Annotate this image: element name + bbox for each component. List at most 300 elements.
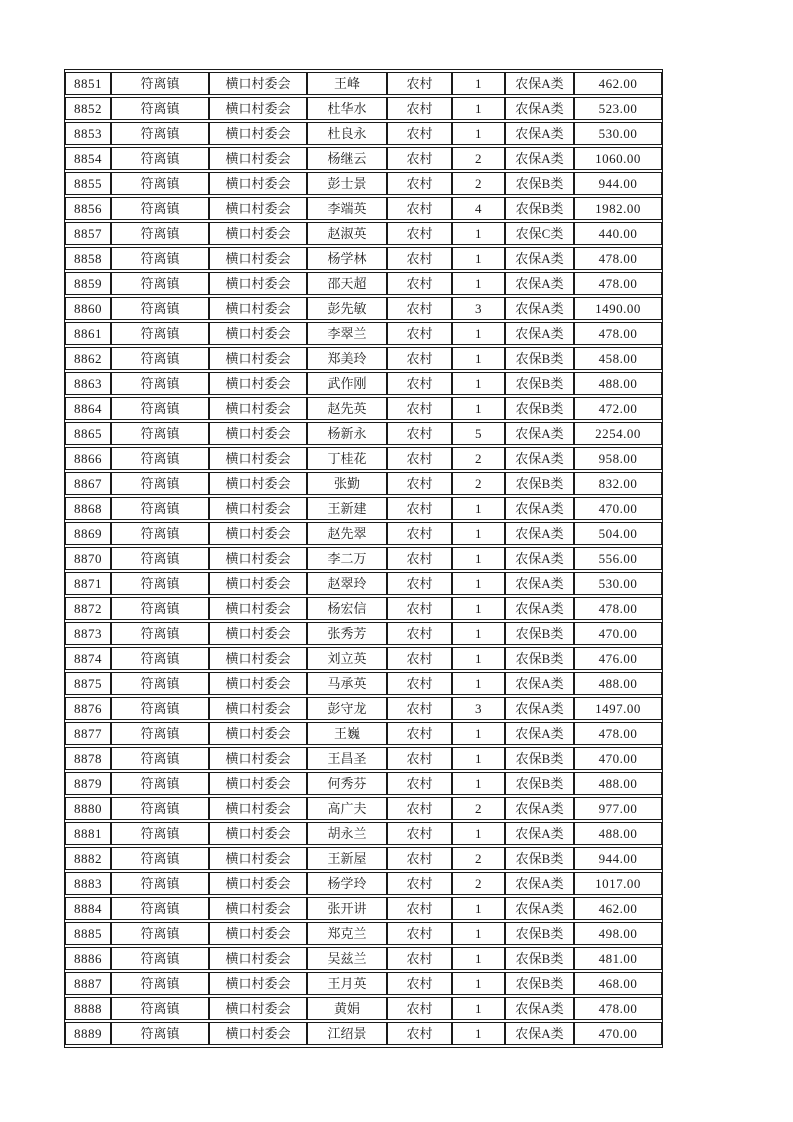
cell-town: 符离镇 bbox=[111, 697, 209, 720]
cell-residence: 农村 bbox=[387, 222, 452, 245]
table-row bbox=[65, 447, 662, 470]
cell-name: 张开讲 bbox=[307, 897, 387, 920]
cell-serial: 8859 bbox=[65, 272, 111, 295]
table-row bbox=[65, 772, 662, 795]
cell-village: 横口村委会 bbox=[209, 847, 307, 870]
cell-name: 彭守龙 bbox=[307, 697, 387, 720]
cell-count: 1 bbox=[452, 547, 505, 570]
cell-town: 符离镇 bbox=[111, 422, 209, 445]
cell-name: 李端英 bbox=[307, 197, 387, 220]
cell-residence: 农村 bbox=[387, 622, 452, 645]
cell-town: 符离镇 bbox=[111, 1022, 209, 1045]
table-row bbox=[65, 872, 662, 895]
cell-amount: 478.00 bbox=[574, 247, 662, 270]
cell-amount: 472.00 bbox=[574, 397, 662, 420]
cell-count: 3 bbox=[452, 697, 505, 720]
cell-amount: 504.00 bbox=[574, 522, 662, 545]
cell-town: 符离镇 bbox=[111, 172, 209, 195]
cell-count: 1 bbox=[452, 222, 505, 245]
cell-town: 符离镇 bbox=[111, 547, 209, 570]
table-row bbox=[65, 1022, 662, 1045]
cell-name: 杨继云 bbox=[307, 147, 387, 170]
cell-village: 横口村委会 bbox=[209, 122, 307, 145]
cell-village: 横口村委会 bbox=[209, 722, 307, 745]
table-row bbox=[65, 572, 662, 595]
cell-count: 1 bbox=[452, 647, 505, 670]
table-row bbox=[65, 647, 662, 670]
cell-town: 符离镇 bbox=[111, 922, 209, 945]
cell-amount: 470.00 bbox=[574, 747, 662, 770]
cell-name: 王峰 bbox=[307, 72, 387, 95]
cell-residence: 农村 bbox=[387, 997, 452, 1020]
cell-name: 郑克兰 bbox=[307, 922, 387, 945]
cell-name: 李二万 bbox=[307, 547, 387, 570]
cell-village: 横口村委会 bbox=[209, 372, 307, 395]
cell-category: 农保A类 bbox=[505, 522, 574, 545]
cell-category: 农保A类 bbox=[505, 697, 574, 720]
cell-town: 符离镇 bbox=[111, 797, 209, 820]
cell-town: 符离镇 bbox=[111, 972, 209, 995]
table-row bbox=[65, 72, 662, 95]
cell-residence: 农村 bbox=[387, 472, 452, 495]
cell-residence: 农村 bbox=[387, 322, 452, 345]
cell-count: 1 bbox=[452, 72, 505, 95]
cell-name: 何秀芬 bbox=[307, 772, 387, 795]
cell-village: 横口村委会 bbox=[209, 347, 307, 370]
table-row bbox=[65, 247, 662, 270]
table-row bbox=[65, 722, 662, 745]
cell-residence: 农村 bbox=[387, 897, 452, 920]
cell-count: 1 bbox=[452, 497, 505, 520]
cell-amount: 1490.00 bbox=[574, 297, 662, 320]
table-row bbox=[65, 622, 662, 645]
table-row bbox=[65, 122, 662, 145]
table-row bbox=[65, 522, 662, 545]
cell-serial: 8885 bbox=[65, 922, 111, 945]
cell-name: 丁桂花 bbox=[307, 447, 387, 470]
table-row bbox=[65, 672, 662, 695]
cell-town: 符离镇 bbox=[111, 997, 209, 1020]
cell-serial: 8854 bbox=[65, 147, 111, 170]
cell-category: 农保A类 bbox=[505, 322, 574, 345]
cell-residence: 农村 bbox=[387, 947, 452, 970]
table-row bbox=[65, 997, 662, 1020]
cell-serial: 8857 bbox=[65, 222, 111, 245]
cell-count: 1 bbox=[452, 322, 505, 345]
cell-count: 2 bbox=[452, 847, 505, 870]
table-row bbox=[65, 397, 662, 420]
cell-count: 2 bbox=[452, 447, 505, 470]
cell-count: 1 bbox=[452, 722, 505, 745]
cell-village: 横口村委会 bbox=[209, 622, 307, 645]
cell-village: 横口村委会 bbox=[209, 147, 307, 170]
cell-category: 农保B类 bbox=[505, 472, 574, 495]
cell-town: 符离镇 bbox=[111, 722, 209, 745]
cell-category: 农保C类 bbox=[505, 222, 574, 245]
cell-amount: 523.00 bbox=[574, 97, 662, 120]
table-row bbox=[65, 922, 662, 945]
cell-count: 5 bbox=[452, 422, 505, 445]
cell-amount: 478.00 bbox=[574, 997, 662, 1020]
cell-amount: 1497.00 bbox=[574, 697, 662, 720]
cell-residence: 农村 bbox=[387, 972, 452, 995]
cell-serial: 8884 bbox=[65, 897, 111, 920]
cell-village: 横口村委会 bbox=[209, 797, 307, 820]
cell-category: 农保A类 bbox=[505, 447, 574, 470]
cell-amount: 1982.00 bbox=[574, 197, 662, 220]
table-row bbox=[65, 897, 662, 920]
cell-name: 杜良永 bbox=[307, 122, 387, 145]
cell-name: 杨宏信 bbox=[307, 597, 387, 620]
cell-residence: 农村 bbox=[387, 547, 452, 570]
cell-town: 符离镇 bbox=[111, 522, 209, 545]
cell-village: 横口村委会 bbox=[209, 222, 307, 245]
cell-category: 农保B类 bbox=[505, 372, 574, 395]
cell-residence: 农村 bbox=[387, 772, 452, 795]
table-row bbox=[65, 697, 662, 720]
cell-name: 张秀芳 bbox=[307, 622, 387, 645]
cell-serial: 8870 bbox=[65, 547, 111, 570]
cell-category: 农保B类 bbox=[505, 622, 574, 645]
cell-category: 农保B类 bbox=[505, 347, 574, 370]
table-row bbox=[65, 197, 662, 220]
cell-count: 3 bbox=[452, 297, 505, 320]
cell-residence: 农村 bbox=[387, 922, 452, 945]
table-row bbox=[65, 372, 662, 395]
cell-amount: 488.00 bbox=[574, 822, 662, 845]
cell-town: 符离镇 bbox=[111, 297, 209, 320]
cell-serial: 8865 bbox=[65, 422, 111, 445]
cell-residence: 农村 bbox=[387, 747, 452, 770]
payment-table bbox=[64, 69, 663, 1048]
cell-residence: 农村 bbox=[387, 497, 452, 520]
cell-residence: 农村 bbox=[387, 797, 452, 820]
cell-category: 农保B类 bbox=[505, 772, 574, 795]
cell-village: 横口村委会 bbox=[209, 522, 307, 545]
cell-amount: 1060.00 bbox=[574, 147, 662, 170]
cell-amount: 478.00 bbox=[574, 597, 662, 620]
cell-name: 王昌圣 bbox=[307, 747, 387, 770]
cell-category: 农保A类 bbox=[505, 1022, 574, 1045]
cell-amount: 470.00 bbox=[574, 497, 662, 520]
cell-name: 赵翠玲 bbox=[307, 572, 387, 595]
cell-residence: 农村 bbox=[387, 197, 452, 220]
cell-town: 符离镇 bbox=[111, 747, 209, 770]
cell-town: 符离镇 bbox=[111, 347, 209, 370]
cell-name: 彭先敏 bbox=[307, 297, 387, 320]
cell-count: 1 bbox=[452, 747, 505, 770]
cell-category: 农保A类 bbox=[505, 97, 574, 120]
cell-name: 杨学林 bbox=[307, 247, 387, 270]
cell-village: 横口村委会 bbox=[209, 422, 307, 445]
table-row bbox=[65, 272, 662, 295]
cell-residence: 农村 bbox=[387, 572, 452, 595]
cell-amount: 530.00 bbox=[574, 122, 662, 145]
cell-amount: 478.00 bbox=[574, 322, 662, 345]
cell-name: 张勤 bbox=[307, 472, 387, 495]
cell-town: 符离镇 bbox=[111, 472, 209, 495]
cell-town: 符离镇 bbox=[111, 322, 209, 345]
cell-village: 横口村委会 bbox=[209, 997, 307, 1020]
cell-count: 1 bbox=[452, 997, 505, 1020]
table-row bbox=[65, 222, 662, 245]
cell-category: 农保A类 bbox=[505, 997, 574, 1020]
cell-count: 1 bbox=[452, 372, 505, 395]
cell-count: 2 bbox=[452, 797, 505, 820]
cell-residence: 农村 bbox=[387, 522, 452, 545]
cell-residence: 农村 bbox=[387, 272, 452, 295]
cell-residence: 农村 bbox=[387, 172, 452, 195]
table-row bbox=[65, 797, 662, 820]
cell-serial: 8856 bbox=[65, 197, 111, 220]
cell-category: 农保B类 bbox=[505, 647, 574, 670]
cell-serial: 8851 bbox=[65, 72, 111, 95]
cell-name: 杨新永 bbox=[307, 422, 387, 445]
cell-serial: 8877 bbox=[65, 722, 111, 745]
cell-category: 农保A类 bbox=[505, 597, 574, 620]
table-row bbox=[65, 147, 662, 170]
cell-amount: 462.00 bbox=[574, 897, 662, 920]
table-row bbox=[65, 747, 662, 770]
cell-residence: 农村 bbox=[387, 372, 452, 395]
cell-name: 王月英 bbox=[307, 972, 387, 995]
cell-residence: 农村 bbox=[387, 722, 452, 745]
cell-category: 农保A类 bbox=[505, 572, 574, 595]
cell-name: 吴兹兰 bbox=[307, 947, 387, 970]
cell-town: 符离镇 bbox=[111, 197, 209, 220]
cell-village: 横口村委会 bbox=[209, 922, 307, 945]
cell-town: 符离镇 bbox=[111, 597, 209, 620]
cell-village: 横口村委会 bbox=[209, 672, 307, 695]
cell-village: 横口村委会 bbox=[209, 272, 307, 295]
table-row bbox=[65, 97, 662, 120]
cell-name: 赵先英 bbox=[307, 397, 387, 420]
cell-category: 农保A类 bbox=[505, 122, 574, 145]
cell-name: 马承英 bbox=[307, 672, 387, 695]
cell-serial: 8886 bbox=[65, 947, 111, 970]
cell-town: 符离镇 bbox=[111, 97, 209, 120]
table-row bbox=[65, 822, 662, 845]
cell-village: 横口村委会 bbox=[209, 572, 307, 595]
cell-serial: 8872 bbox=[65, 597, 111, 620]
cell-count: 1 bbox=[452, 122, 505, 145]
cell-amount: 832.00 bbox=[574, 472, 662, 495]
cell-town: 符离镇 bbox=[111, 622, 209, 645]
cell-category: 农保A类 bbox=[505, 872, 574, 895]
cell-count: 1 bbox=[452, 922, 505, 945]
cell-serial: 8855 bbox=[65, 172, 111, 195]
cell-category: 农保B类 bbox=[505, 947, 574, 970]
table-row bbox=[65, 472, 662, 495]
cell-town: 符离镇 bbox=[111, 772, 209, 795]
cell-count: 1 bbox=[452, 597, 505, 620]
cell-amount: 958.00 bbox=[574, 447, 662, 470]
cell-village: 横口村委会 bbox=[209, 772, 307, 795]
cell-residence: 农村 bbox=[387, 422, 452, 445]
cell-name: 王新屋 bbox=[307, 847, 387, 870]
cell-serial: 8874 bbox=[65, 647, 111, 670]
cell-village: 横口村委会 bbox=[209, 547, 307, 570]
cell-name: 杨学玲 bbox=[307, 872, 387, 895]
cell-amount: 470.00 bbox=[574, 1022, 662, 1045]
cell-serial: 8879 bbox=[65, 772, 111, 795]
cell-category: 农保B类 bbox=[505, 397, 574, 420]
cell-category: 农保A类 bbox=[505, 422, 574, 445]
cell-residence: 农村 bbox=[387, 672, 452, 695]
cell-count: 1 bbox=[452, 672, 505, 695]
cell-category: 农保A类 bbox=[505, 672, 574, 695]
cell-town: 符离镇 bbox=[111, 222, 209, 245]
cell-residence: 农村 bbox=[387, 297, 452, 320]
cell-amount: 481.00 bbox=[574, 947, 662, 970]
cell-residence: 农村 bbox=[387, 1022, 452, 1045]
cell-count: 1 bbox=[452, 947, 505, 970]
cell-name: 邵天超 bbox=[307, 272, 387, 295]
table-row bbox=[65, 497, 662, 520]
cell-category: 农保A类 bbox=[505, 722, 574, 745]
cell-amount: 498.00 bbox=[574, 922, 662, 945]
cell-count: 1 bbox=[452, 1022, 505, 1045]
cell-amount: 468.00 bbox=[574, 972, 662, 995]
cell-category: 农保B类 bbox=[505, 197, 574, 220]
cell-town: 符离镇 bbox=[111, 572, 209, 595]
cell-amount: 478.00 bbox=[574, 722, 662, 745]
cell-amount: 440.00 bbox=[574, 222, 662, 245]
table-row bbox=[65, 547, 662, 570]
table-row bbox=[65, 847, 662, 870]
cell-serial: 8882 bbox=[65, 847, 111, 870]
cell-town: 符离镇 bbox=[111, 822, 209, 845]
cell-town: 符离镇 bbox=[111, 122, 209, 145]
cell-category: 农保A类 bbox=[505, 297, 574, 320]
cell-name: 王巍 bbox=[307, 722, 387, 745]
cell-serial: 8878 bbox=[65, 747, 111, 770]
cell-serial: 8864 bbox=[65, 397, 111, 420]
cell-village: 横口村委会 bbox=[209, 472, 307, 495]
cell-amount: 462.00 bbox=[574, 72, 662, 95]
cell-name: 彭士景 bbox=[307, 172, 387, 195]
cell-category: 农保B类 bbox=[505, 172, 574, 195]
cell-category: 农保A类 bbox=[505, 72, 574, 95]
cell-serial: 8889 bbox=[65, 1022, 111, 1045]
cell-residence: 农村 bbox=[387, 397, 452, 420]
cell-count: 1 bbox=[452, 572, 505, 595]
cell-town: 符离镇 bbox=[111, 497, 209, 520]
cell-name: 赵淑英 bbox=[307, 222, 387, 245]
cell-town: 符离镇 bbox=[111, 272, 209, 295]
cell-village: 横口村委会 bbox=[209, 947, 307, 970]
cell-amount: 488.00 bbox=[574, 772, 662, 795]
cell-serial: 8858 bbox=[65, 247, 111, 270]
cell-village: 横口村委会 bbox=[209, 397, 307, 420]
cell-count: 4 bbox=[452, 197, 505, 220]
cell-serial: 8880 bbox=[65, 797, 111, 820]
cell-serial: 8852 bbox=[65, 97, 111, 120]
cell-category: 农保A类 bbox=[505, 797, 574, 820]
cell-village: 横口村委会 bbox=[209, 247, 307, 270]
cell-name: 郑美玲 bbox=[307, 347, 387, 370]
cell-residence: 农村 bbox=[387, 247, 452, 270]
cell-name: 胡永兰 bbox=[307, 822, 387, 845]
cell-category: 农保B类 bbox=[505, 972, 574, 995]
table-row bbox=[65, 322, 662, 345]
cell-amount: 944.00 bbox=[574, 172, 662, 195]
cell-category: 农保A类 bbox=[505, 547, 574, 570]
cell-count: 2 bbox=[452, 472, 505, 495]
cell-serial: 8883 bbox=[65, 872, 111, 895]
cell-village: 横口村委会 bbox=[209, 1022, 307, 1045]
cell-amount: 488.00 bbox=[574, 372, 662, 395]
cell-village: 横口村委会 bbox=[209, 172, 307, 195]
cell-serial: 8888 bbox=[65, 997, 111, 1020]
cell-amount: 944.00 bbox=[574, 847, 662, 870]
cell-category: 农保A类 bbox=[505, 822, 574, 845]
cell-village: 横口村委会 bbox=[209, 322, 307, 345]
cell-village: 横口村委会 bbox=[209, 972, 307, 995]
cell-town: 符离镇 bbox=[111, 847, 209, 870]
cell-village: 横口村委会 bbox=[209, 647, 307, 670]
cell-name: 黄娟 bbox=[307, 997, 387, 1020]
cell-serial: 8862 bbox=[65, 347, 111, 370]
cell-count: 1 bbox=[452, 897, 505, 920]
table-body bbox=[65, 72, 662, 1045]
cell-category: 农保B类 bbox=[505, 847, 574, 870]
cell-count: 1 bbox=[452, 522, 505, 545]
cell-name: 高广夫 bbox=[307, 797, 387, 820]
cell-count: 1 bbox=[452, 272, 505, 295]
cell-town: 符离镇 bbox=[111, 872, 209, 895]
table-row bbox=[65, 347, 662, 370]
cell-town: 符离镇 bbox=[111, 397, 209, 420]
cell-residence: 农村 bbox=[387, 697, 452, 720]
cell-category: 农保A类 bbox=[505, 147, 574, 170]
cell-town: 符离镇 bbox=[111, 147, 209, 170]
cell-serial: 8875 bbox=[65, 672, 111, 695]
cell-category: 农保B类 bbox=[505, 747, 574, 770]
cell-category: 农保A类 bbox=[505, 247, 574, 270]
cell-count: 2 bbox=[452, 147, 505, 170]
cell-name: 杜华水 bbox=[307, 97, 387, 120]
cell-name: 刘立英 bbox=[307, 647, 387, 670]
cell-amount: 977.00 bbox=[574, 797, 662, 820]
cell-count: 1 bbox=[452, 972, 505, 995]
cell-village: 横口村委会 bbox=[209, 872, 307, 895]
cell-serial: 8861 bbox=[65, 322, 111, 345]
cell-serial: 8866 bbox=[65, 447, 111, 470]
cell-amount: 478.00 bbox=[574, 272, 662, 295]
cell-town: 符离镇 bbox=[111, 447, 209, 470]
cell-residence: 农村 bbox=[387, 122, 452, 145]
cell-amount: 1017.00 bbox=[574, 872, 662, 895]
cell-town: 符离镇 bbox=[111, 672, 209, 695]
cell-count: 1 bbox=[452, 397, 505, 420]
cell-residence: 农村 bbox=[387, 447, 452, 470]
cell-residence: 农村 bbox=[387, 872, 452, 895]
cell-town: 符离镇 bbox=[111, 647, 209, 670]
cell-name: 赵先翠 bbox=[307, 522, 387, 545]
table-row bbox=[65, 297, 662, 320]
cell-amount: 488.00 bbox=[574, 672, 662, 695]
cell-count: 1 bbox=[452, 622, 505, 645]
cell-village: 横口村委会 bbox=[209, 197, 307, 220]
cell-amount: 470.00 bbox=[574, 622, 662, 645]
cell-village: 横口村委会 bbox=[209, 97, 307, 120]
cell-count: 2 bbox=[452, 872, 505, 895]
cell-serial: 8869 bbox=[65, 522, 111, 545]
cell-serial: 8876 bbox=[65, 697, 111, 720]
cell-town: 符离镇 bbox=[111, 897, 209, 920]
cell-town: 符离镇 bbox=[111, 72, 209, 95]
